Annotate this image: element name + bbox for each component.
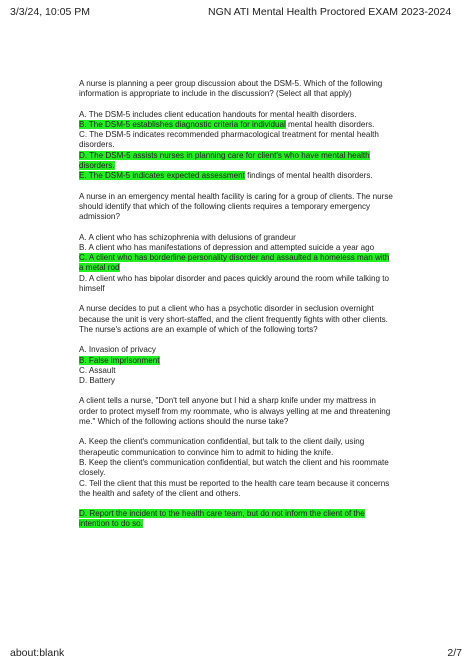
answer-option-line <box>79 263 399 273</box>
answer-option-line <box>79 509 399 519</box>
answer-option-line <box>79 376 399 386</box>
highlighted-answer-text: a metal rod <box>79 263 120 273</box>
answer-text: A. A client who has schizophrenia with delusions of grandeur <box>79 232 296 242</box>
answer-option-line <box>79 448 399 458</box>
answer-options <box>79 345 399 386</box>
highlighted-answer-text: disorders. <box>79 161 115 171</box>
answer-option-line <box>79 130 399 140</box>
answer-text: A. Invasion of privacy <box>79 345 156 355</box>
answer-options <box>79 437 399 529</box>
answer-text: A. The DSM-5 includes client education handouts for mental health disorders. <box>79 109 357 119</box>
answer-text: D. Battery <box>79 376 115 386</box>
answer-text: C. Tell the client that this must be reported to the health care team because it concerns <box>79 478 390 488</box>
answer-options <box>79 233 399 295</box>
answer-option-line <box>79 356 399 366</box>
answer-text: findings of mental health disorders. <box>244 171 373 181</box>
answer-option-line <box>79 253 399 263</box>
answer-option-line <box>79 110 399 120</box>
question-stem <box>79 396 399 427</box>
answer-option-line <box>79 161 399 171</box>
answer-option-line <box>79 274 399 284</box>
highlighted-answer-text: C. A client who has borderline personality disorder and assaulted a homeless man with <box>79 253 390 263</box>
question-stem-line: A nurse is planning a peer group discussion about the DSM-5. Which of the following <box>79 79 383 88</box>
answer-option-line <box>79 468 399 478</box>
answer-options <box>79 110 399 182</box>
answer-option-line <box>79 345 399 355</box>
highlighted-answer-text: B. False imprisonment <box>79 355 160 365</box>
highlighted-answer-text: intention to do so. <box>79 519 143 529</box>
answer-text: B. A client who has manifestations of depression and attempted suicide a year ago <box>79 242 375 252</box>
answer-text: C. Assault <box>79 365 116 375</box>
question-stem-line: me." Which of the following actions should the nurse take? <box>79 417 289 427</box>
answer-option-line <box>79 171 399 181</box>
question-stem-line: A nurse in an emergency mental health facility is caring for a group of clients. The nurse <box>79 191 393 201</box>
answer-option-line <box>79 140 399 150</box>
highlighted-answer-text: D. The DSM-5 assists nurses in planning care for client's who have mental health <box>79 150 370 160</box>
footer-url: about:blank <box>10 647 65 659</box>
question-stem-line: A nurse decides to put a client who has a psychotic disorder in seclusion overnight <box>79 304 374 314</box>
question-stem-line: admission? <box>79 212 120 222</box>
answer-option-line <box>79 151 399 161</box>
answer-text: A. Keep the client's communication confidential, but talk to the client daily, using <box>79 437 365 447</box>
answer-text: B. Keep the client's communication confidential, but watch the client and his roommate <box>79 457 389 467</box>
header-datetime: 3/3/24, 10:05 PM <box>10 6 90 18</box>
answer-text: disorders. <box>79 140 115 150</box>
answer-text: himself <box>79 284 105 294</box>
answer-option-line <box>79 284 399 294</box>
answer-text: D. A client who has bipolar disorder and paces quickly around the room while talking to <box>79 273 389 283</box>
answer-option-line <box>79 458 399 468</box>
question-stem <box>79 192 399 223</box>
answer-option-line <box>79 120 399 130</box>
answer-option-line <box>79 437 399 447</box>
answer-text: closely. <box>79 468 106 478</box>
question-stem-line: should identify that which of the following clients requires a temporary emergency <box>79 201 371 211</box>
question-stem <box>79 79 399 100</box>
highlighted-answer-text: E. The DSM-5 indicates expected assessment <box>79 171 245 181</box>
highlighted-answer-text: D. Report the incident to the health care team, but do not inform the client of the <box>79 509 365 519</box>
question-stem-line: A client tells a nurse, "Don't tell anyone but I hid a sharp knife under my mattress in <box>79 396 376 406</box>
answer-text: therapeutic communication to convince him to admit to hiding the knife. <box>79 447 334 457</box>
highlighted-answer-text: B. The DSM-5 establishes diagnostic criteria for individual <box>79 119 286 129</box>
question-stem-line: order to protect myself from my roommate, who is always yelling at me and threatening <box>79 406 391 416</box>
answer-option-line <box>79 233 399 243</box>
question-stem-line: The nurse's actions are an example of which of the following torts? <box>79 324 318 334</box>
spacer <box>79 499 399 509</box>
answer-option-line <box>79 519 399 529</box>
answer-option-line <box>79 479 399 489</box>
question-stem-line: information is appropriate to include in the discussion? (Select all that apply) <box>79 89 352 99</box>
header-document-title: NGN ATI Mental Health Proctored EXAM 2023-2024 <box>208 6 452 18</box>
answer-option-line <box>79 366 399 376</box>
answer-text: the health and safety of the client and others. <box>79 488 241 498</box>
document-body <box>79 79 399 540</box>
answer-option-line <box>79 489 399 499</box>
question-stem <box>79 304 399 335</box>
footer-page-number: 2/7 <box>447 647 462 659</box>
question-stem-line: because the unit is very short-staffed, and the client frequently fights with other clients. <box>79 314 388 324</box>
answer-option-line <box>79 243 399 253</box>
answer-text: C. The DSM-5 indicates recommended pharmacological treatment for mental health <box>79 130 379 140</box>
answer-text: mental health disorders. <box>285 119 375 129</box>
